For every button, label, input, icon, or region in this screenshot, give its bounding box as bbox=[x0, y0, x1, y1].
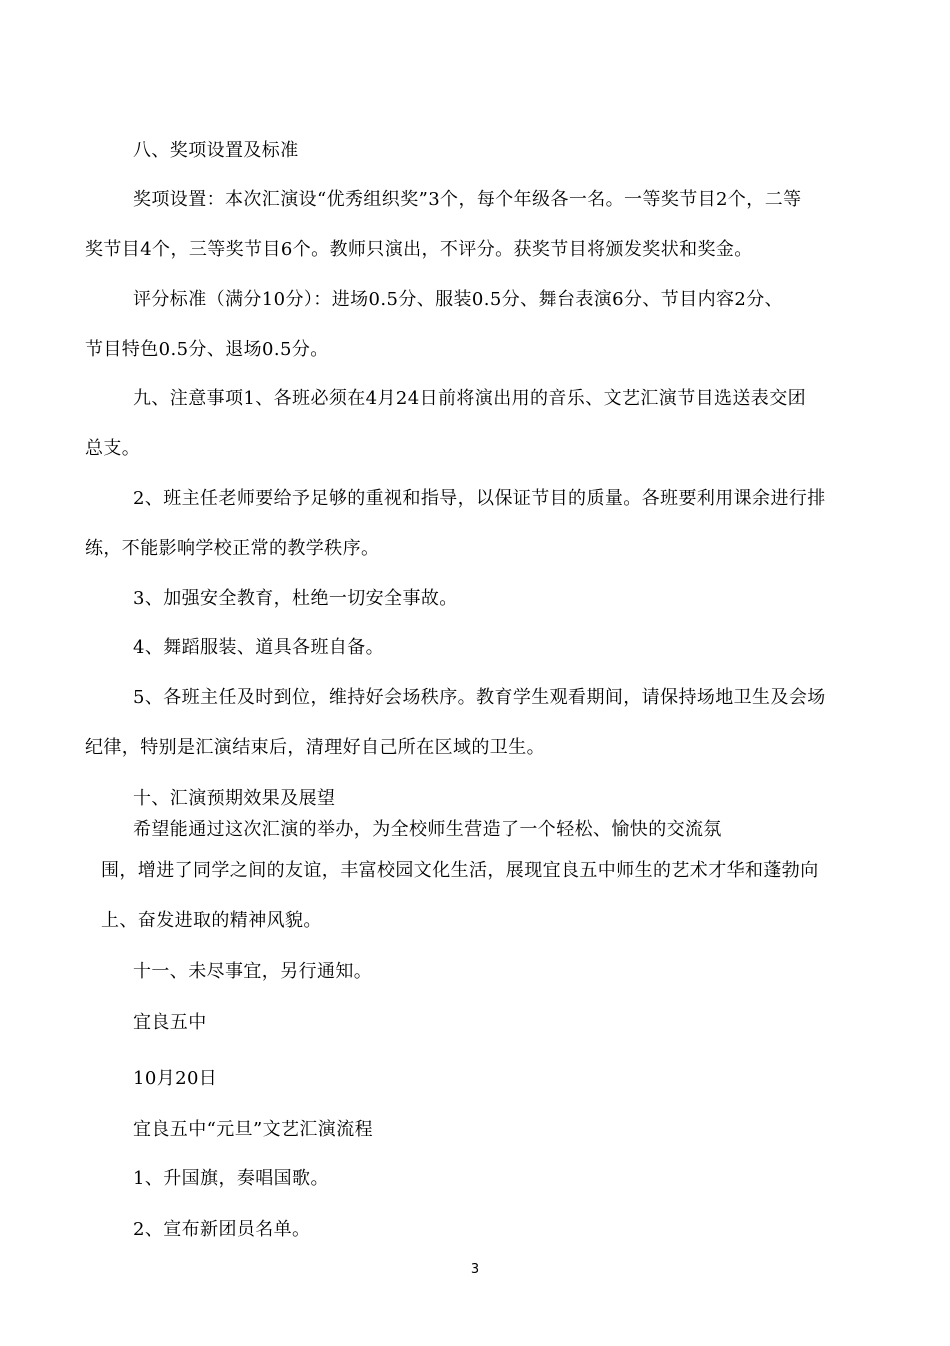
section-heading-misc: 十一、未尽事宜，另行通知。 bbox=[133, 961, 373, 982]
paragraph-line: 练，不能影响学校正常的教学秩序。 bbox=[85, 538, 380, 559]
program-title: 宜良五中“元旦”文艺汇演流程 bbox=[133, 1119, 374, 1140]
list-item: 5、各班主任及时到位，维持好会场秩序。教育学生观看期间，请保持场地卫生及会场 bbox=[133, 687, 826, 708]
list-item: 1、升国旗，奏唱国歌。 bbox=[133, 1168, 329, 1189]
paragraph-line: 奖项设置：本次汇演设“优秀组织奖”3个，每个年级各一名。一等奖节目2个，二等 bbox=[133, 189, 802, 210]
signature-date: 10月20日 bbox=[133, 1068, 218, 1089]
page-number: 3 bbox=[470, 1262, 480, 1277]
list-item: 2、宣布新团员名单。 bbox=[133, 1219, 311, 1240]
paragraph-line: 上、奋发进取的精神风貌。 bbox=[101, 910, 322, 931]
signature-school: 宜良五中 bbox=[133, 1012, 207, 1033]
paragraph-line: 纪律，特别是汇演结束后，清理好自己所在区域的卫生。 bbox=[85, 737, 545, 758]
paragraph-line: 希望能通过这次汇演的举办，为全校师生营造了一个轻松、愉快的交流氛 bbox=[133, 819, 722, 840]
paragraph-line: 奖节目4个，三等奖节目6个。教师只演出，不评分。获奖节目将颁发奖状和奖金。 bbox=[85, 239, 753, 260]
paragraph-line: 围，增进了同学之间的友谊，丰富校园文化生活，展现宜良五中师生的艺术才华和蓬勃向 bbox=[101, 860, 819, 881]
section-heading-outlook: 十、汇演预期效果及展望 bbox=[133, 788, 336, 809]
paragraph-line: 总支。 bbox=[85, 438, 141, 459]
list-item: 2、班主任老师要给予足够的重视和指导，以保证节目的质量。各班要利用课余进行排 bbox=[133, 488, 826, 509]
section-heading-awards: 八、奖项设置及标准 bbox=[133, 140, 299, 161]
list-item: 3、加强安全教育，杜绝一切安全事故。 bbox=[133, 588, 458, 609]
list-item: 4、舞蹈服装、道具各班自备。 bbox=[133, 637, 385, 658]
paragraph-line: 评分标准（满分10分）：进场0.5分、服装0.5分、舞台表演6分、节目内容2分、 bbox=[133, 289, 784, 310]
section-heading-notes: 九、注意事项1、各班必须在4月24日前将演出用的音乐、文艺汇演节目选送表交团 bbox=[133, 388, 807, 409]
paragraph-line: 节目特色0.5分、退场0.5分。 bbox=[85, 339, 329, 360]
